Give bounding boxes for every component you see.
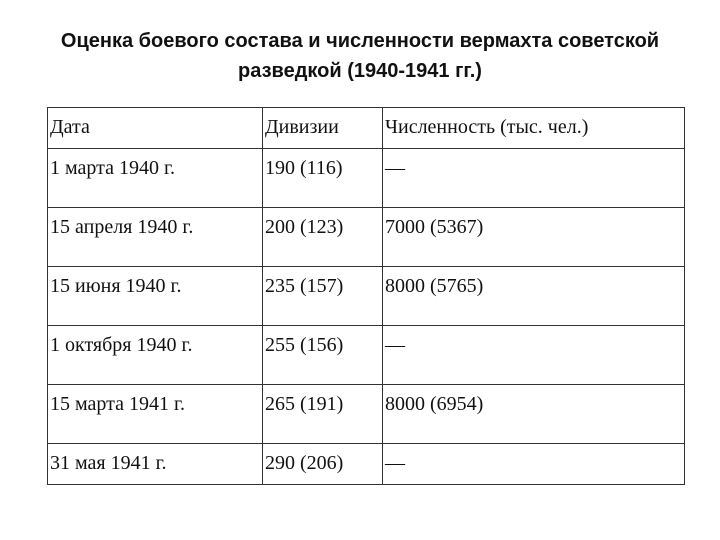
header-date: Дата (48, 108, 263, 149)
cell-strength: — (383, 444, 685, 485)
header-strength: Численность (тыс. чел.) (383, 108, 685, 149)
cell-date: 1 марта 1940 г. (48, 149, 263, 208)
cell-date: 1 октября 1940 г. (48, 326, 263, 385)
table-row (48, 267, 685, 326)
cell-strength: 8000 (5765) (383, 267, 685, 326)
page-title (0, 26, 720, 86)
cell-date: 15 апреля 1940 г. (48, 208, 263, 267)
title-line-1: Оценка боевого состава и численности вермахта советской (60, 30, 660, 52)
table-row (48, 208, 685, 267)
header-divisions: Дивизии (263, 108, 383, 149)
cell-date: 15 марта 1941 г. (48, 385, 263, 444)
cell-strength: 7000 (5367) (383, 208, 685, 267)
cell-divisions: 255 (156) (263, 326, 383, 385)
table-row (48, 149, 685, 208)
cell-strength: — (383, 326, 685, 385)
title-line-2: разведкой (1940-1941 гг.) (238, 60, 482, 82)
table-row (48, 444, 685, 485)
cell-divisions: 190 (116) (263, 149, 383, 208)
cell-divisions: 235 (157) (263, 267, 383, 326)
cell-divisions: 290 (206) (263, 444, 383, 485)
table-header-row (48, 108, 685, 149)
cell-date: 31 мая 1941 г. (48, 444, 263, 485)
table-row (48, 385, 685, 444)
table-row (48, 326, 685, 385)
data-table (47, 107, 685, 485)
cell-strength: 8000 (6954) (383, 385, 685, 444)
cell-divisions: 265 (191) (263, 385, 383, 444)
cell-divisions: 200 (123) (263, 208, 383, 267)
cell-date: 15 июня 1940 г. (48, 267, 263, 326)
cell-strength: — (383, 149, 685, 208)
